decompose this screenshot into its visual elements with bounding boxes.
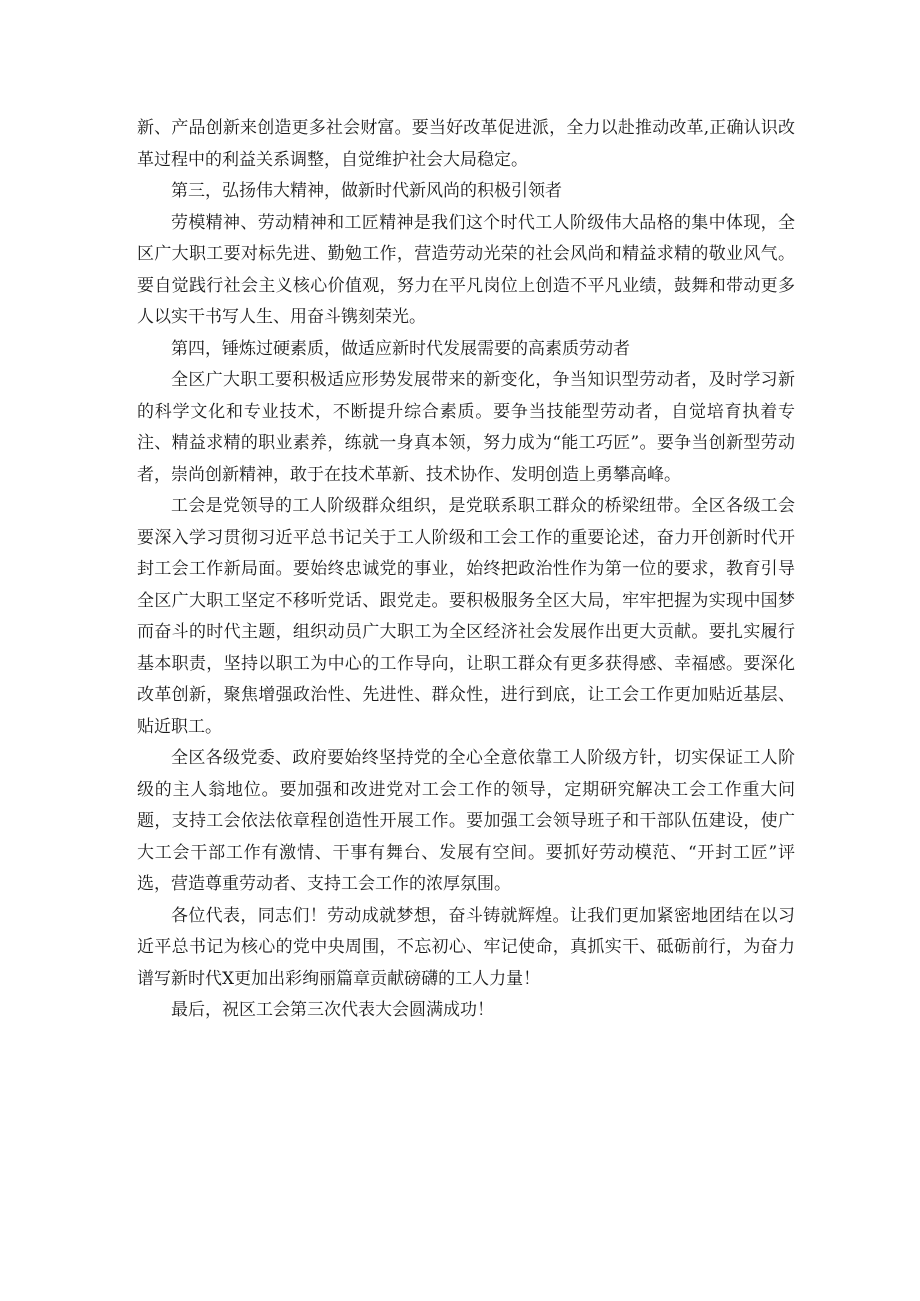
paragraph-final-wish: 最后，祝区工会第三次代表大会圆满成功！ <box>171 1000 494 1020</box>
heading-fourth-point: 第四，锤炼过硬素质，做适应新时代发展需要的高素质劳动者 <box>171 338 630 359</box>
paragraph-party-support: 全区各级党委、政府要始终坚持党的全心全意依靠工人阶级方针，切实保证工人阶级的主人翁地位。要加强和改进党对工会工作的领导，定期研究解决工会工作重大问题，支持工会依法依章程创造性开展工作。要加强工会领导班子和干部队伍建设，使广大工会干部工作有激情、干事有舞台、发展有空间。要抓好劳动模范、“开封工匠”评选，营造尊重劳动者、支持工会工作的浓厚氛围。 <box>137 748 795 894</box>
document-body <box>137 113 795 1027</box>
heading-third-point: 第三，弘扬伟大精神，做新时代新风尚的积极引领者 <box>171 181 562 201</box>
paragraph-spirit: 劳模精神、劳动精神和工匠精神是我们这个时代工人阶级伟大品格的集中体现，全区广大职工要对标先进、勤勉工作，营造劳动光荣的社会风尚和精益求精的敬业风气。要自觉践行社会主义核心价值观，努力在平凡岗位上创造不平凡业绩，鼓舞和带动更多人以实干书写人生、用奋斗镌刻荣光。 <box>137 212 795 327</box>
paragraph-union-role: 工会是党领导的工人阶级群众组织，是党联系职工群众的桥梁纽带。全区各级工会要深入学习贯彻习近平总书记关于工人阶级和工会工作的重要论述，奋力开创新时代开封工会工作新局面。要始终忠诚党的事业，始终把政治性作为第一位的要求，教育引导全区广大职工坚定不移听党话、跟党走。要积极服务全区大局，牢牢把握为实现中国梦而奋斗的时代主题，组织动员广大职工为全区经济社会发展作出更大贡献。要扎实履行基本职责，坚持以职工为中心的工作导向，让职工群众有更多获得感、幸福感。要深化改革创新，聚焦增强政治性、先进性、群众性，进行到底，让工会工作更加贴近基层、贴近职工。 <box>137 496 795 737</box>
paragraph-quality: 全区广大职工要积极适应形势发展带来的新变化，争当知识型劳动者，及时学习新的科学文化和专业技术，不断提升综合素质。要争当技能型劳动者，自觉培育执着专注、精益求精的职业素养，练就一身真本领，努力成为“能工巧匠”。要争当创新型劳动者，崇尚创新精神，敢于在技术革新、技术协作、发明创造上勇攀高峰。 <box>137 370 795 485</box>
paragraph-continuation: 新、产品创新来创造更多社会财富。要当好改革促进派，全力以赴推动改革,正确认识改革过程中的利益关系调整，自觉维护社会大局稳定。 <box>137 118 795 170</box>
paragraph-closing-call: 各位代表，同志们！劳动成就梦想，奋斗铸就辉煌。让我们更加紧密地团结在以习近平总书记为核心的党中央周围，不忘初心、牢记使命，真抓实干、砥砺前行，为奋力谱写新时代X更加出彩绚丽篇章贡献磅礴的工人力量！ <box>137 905 795 989</box>
